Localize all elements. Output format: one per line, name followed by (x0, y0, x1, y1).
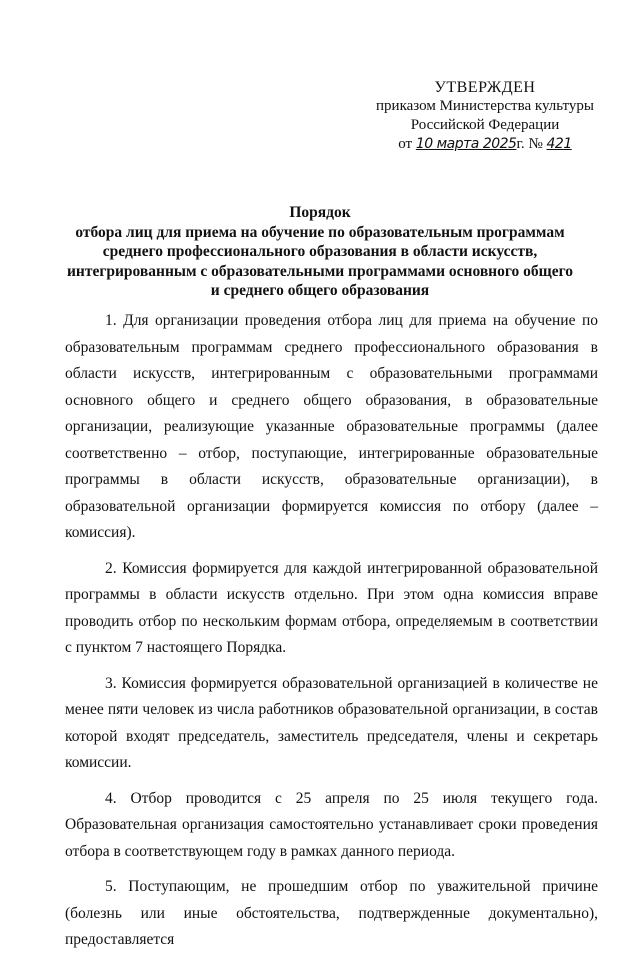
approval-title: УТВЕРЖДЕН (434, 79, 536, 96)
title-line-3: среднего профессионального образования в области искусств, (102, 243, 538, 260)
order-date-handwritten: 10 марта 2025 (415, 136, 517, 152)
order-number-label: № (528, 136, 543, 152)
title-line-1: Порядок (289, 204, 351, 221)
order-year-suffix: г. (516, 136, 525, 152)
title-line-5: и среднего общего образования (210, 282, 430, 299)
paragraph-2: 2. Комиссия формируется для каждой интегрированной образовательной программы в области искусств отдельно. При этом одна комиссия вправе проводить отбор по нескольким формам отбора, определяемым в соответствии с пунктом 7 настоящего Порядка. (65, 559, 598, 656)
approval-federation-line: Российской Федерации (410, 117, 560, 133)
order-number-handwritten: 421 (546, 136, 572, 152)
title-line-4: интегрированным с образовательными программами основного общего (66, 262, 574, 280)
approval-order-line (360, 135, 610, 154)
paragraph-5: 5. Поступающим, не прошедшим отбор по уважительной причине (болезнь или иные обстоятельства, подтвержденные документально), предоставляется (65, 878, 598, 948)
order-prefix: от (398, 136, 413, 152)
paragraph-4: 4. Отбор проводится с 25 апреля по 25 июля текущего года. Образовательная организация самостоятельно устанавливает сроки проведения отбора в соответствующем году в рамках данного периода. (65, 789, 598, 860)
approval-stamp-block (360, 78, 610, 154)
title-line-2: отбора лиц для приема на обучение по образовательным программам (75, 223, 565, 241)
paragraph-3: 3. Комиссия формируется образовательной организацией в количестве не менее пяти человек из числа работников образовательной организации, в состав которой входят председатель, заместитель председателя, члены и секретарь комиссии. (65, 674, 598, 771)
document-body (65, 308, 598, 963)
paragraph-1: 1. Для организации проведения отбора лиц для приема на обучение по образовательным программам среднего профессионального образования в области искусств, интегрированным с образовательными программами основного общего и среднего общего образования, в образовательные организации, реализующие указанные образовательные программы (далее соответственно – отбор, поступающие, интегрированные образовательные программы в области искусств, образовательные организации), в образовательной организации формируется комиссия по отбору (далее – комиссия). (65, 312, 598, 541)
approval-ministry-line: приказом Министерства культуры (376, 98, 594, 114)
document-title (60, 203, 580, 301)
